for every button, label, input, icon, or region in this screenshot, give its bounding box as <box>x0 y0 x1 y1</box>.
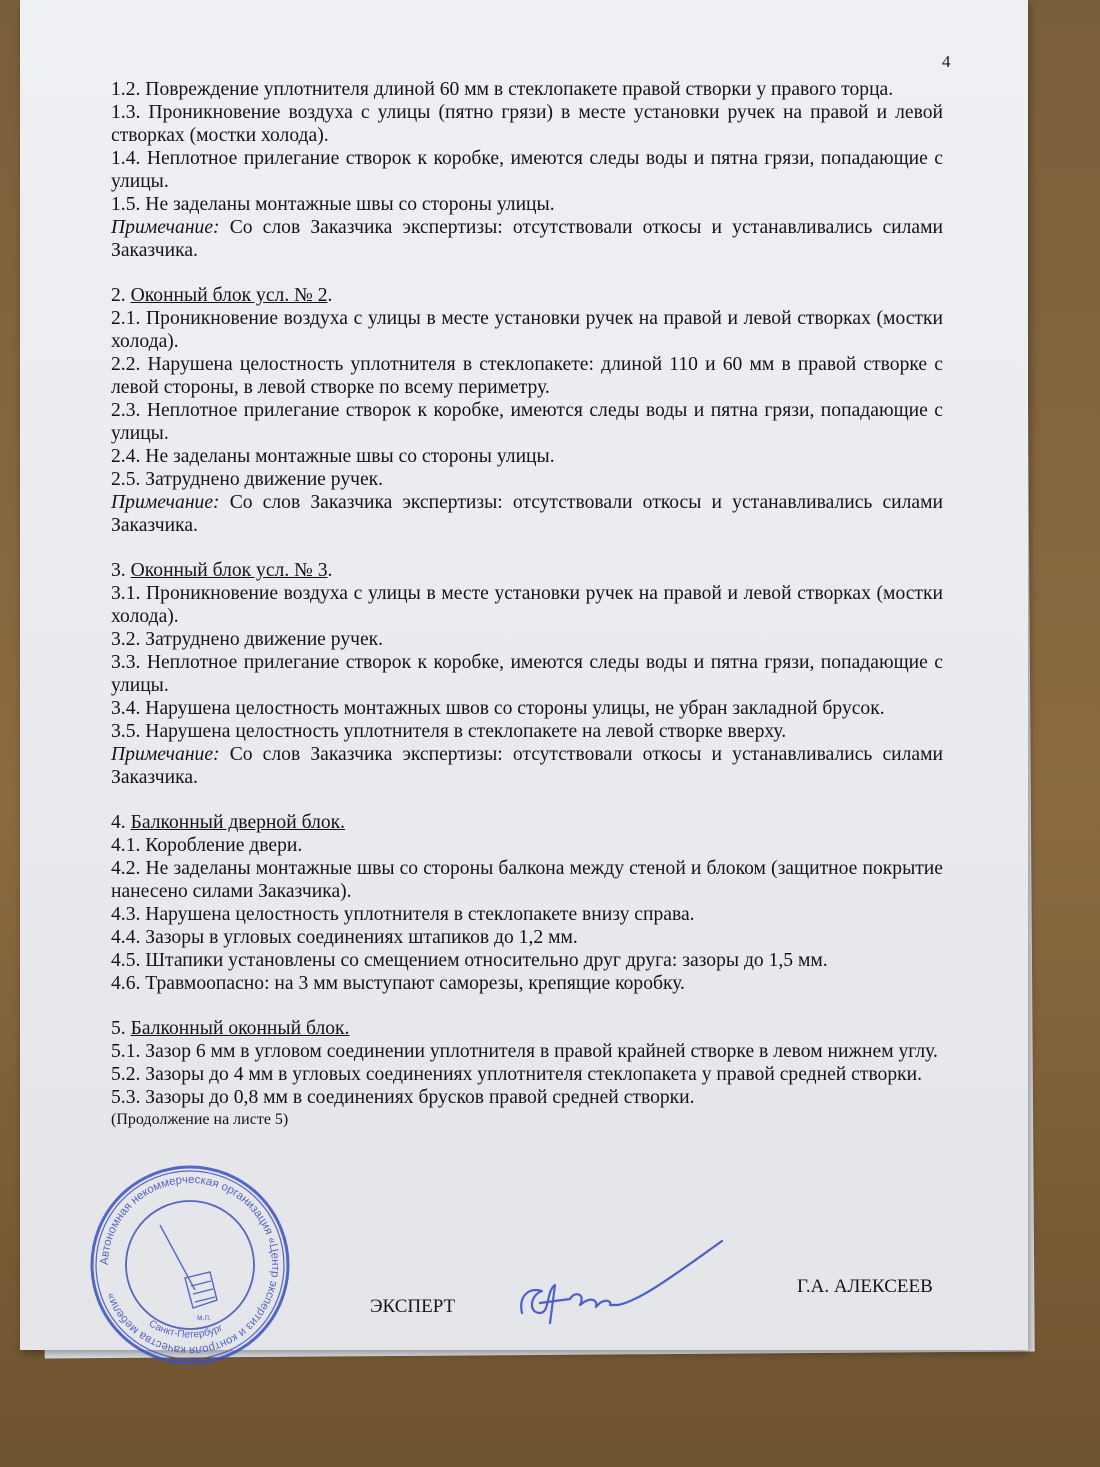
section-heading-2 <box>111 284 943 307</box>
note-text: Со слов Заказчика экспертизы: отсутствовали откосы и устанавливались силами Заказчика. <box>111 492 943 536</box>
section-number: 4. <box>111 812 131 833</box>
note-label: Примечание: <box>111 744 220 765</box>
section-number: 3. <box>111 560 131 581</box>
page-number: 4 <box>942 52 951 71</box>
section-title: Балконный оконный блок. <box>130 1018 350 1039</box>
section-number: 5. <box>111 1018 131 1039</box>
list-item: 4.1. Коробление двери. <box>111 835 303 856</box>
list-item: 5.2. Зазоры до 4 мм в угловых соединениях уплотнителя стеклопакета у правой средней створки. <box>111 1064 923 1085</box>
section-tail: . <box>327 285 333 306</box>
note <box>111 491 943 537</box>
list-item: 1.3. Проникновение воздуха с улицы (пятно грязи) в месте установки ручек на правой и левой створках (мостки холода). <box>111 102 943 146</box>
section-heading-4 <box>111 811 943 834</box>
list-item: 4.3. Нарушена целостность уплотнителя в стеклопакете внизу справа. <box>111 904 695 925</box>
signature-name: Г.А. АЛЕКСЕЕВ <box>797 1276 933 1297</box>
stamp-outer-text: Автономная некоммерческая организация «Центр экспертиз и контроля качества мебели» <box>98 1173 282 1357</box>
section-title: Балконный дверной блок. <box>130 812 346 833</box>
list-item: 4.5. Штапики установлены со смещением относительно друг друга: зазоры до 1,5 мм. <box>111 950 828 971</box>
section-title: Оконный блок усл. № 3 <box>130 560 328 581</box>
stamp-mp-mark: м.п. <box>197 1313 212 1322</box>
list-item: 4.6. Травмоопасно: на 3 мм выступают саморезы, крепящие коробку. <box>111 973 685 994</box>
list-item: 4.4. Зазоры в угловых соединениях штапиков до 1,2 мм. <box>111 927 578 948</box>
note <box>111 216 943 262</box>
list-item: 1.4. Неплотное прилегание створок к коробке, имеются следы воды и пятна грязи, попадающие с улицы. <box>111 148 943 192</box>
official-stamp-icon <box>85 1160 295 1370</box>
list-item: 3.5. Нарушена целостность уплотнителя в стеклопакете на левой створке вверху. <box>111 721 787 742</box>
list-item: 3.3. Неплотное прилегание створок к коробке, имеются следы воды и пятна грязи, попадающие с улицы. <box>111 652 943 696</box>
note-label: Примечание: <box>111 217 220 238</box>
section-number: 2. <box>111 285 131 306</box>
section-heading-5 <box>111 1017 943 1040</box>
list-item: 4.2. Не заделаны монтажные швы со стороны балкона между стеной и блоком (защитное покрытие нанесено силами Заказчика). <box>111 858 943 902</box>
signature-icon <box>500 1225 740 1335</box>
document-body <box>111 78 943 1131</box>
list-item: 2.5. Затруднено движение ручек. <box>111 469 384 490</box>
section-heading-3 <box>111 559 943 582</box>
spire-icon <box>160 1225 217 1308</box>
signature-role: ЭКСПЕРТ <box>370 1296 456 1317</box>
stamp-bottom-text: Санкт-Петербург <box>146 1318 225 1341</box>
note-label: Примечание: <box>111 492 220 513</box>
section-tail: . <box>327 560 333 581</box>
note-text: Со слов Заказчика экспертизы: отсутствовали откосы и устанавливались силами Заказчика. <box>111 744 943 788</box>
list-item: 1.5. Не заделаны монтажные швы со стороны улицы. <box>111 194 555 215</box>
section-title: Оконный блок усл. № 2 <box>130 285 328 306</box>
list-item: 5.1. Зазор 6 мм в угловом соединении уплотнителя в правой крайней створке в левом нижнем углу. <box>111 1041 938 1062</box>
note <box>111 743 943 789</box>
list-item: 3.2. Затруднено движение ручек. <box>111 629 384 650</box>
list-item: 2.3. Неплотное прилегание створок к коробке, имеются следы воды и пятна грязи, попадающие с улицы. <box>111 400 943 444</box>
continuation-note: (Продолжение на листе 5) <box>111 1111 289 1128</box>
list-item: 3.4. Нарушена целостность монтажных швов со стороны улицы, не убран закладной брусок. <box>111 698 885 719</box>
note-text: Со слов Заказчика экспертизы: отсутствовали откосы и устанавливались силами Заказчика. <box>111 217 943 261</box>
list-item: 5.3. Зазоры до 0,8 мм в соединениях брусков правой средней створки. <box>111 1087 695 1108</box>
list-item: 1.2. Повреждение уплотнителя длиной 60 мм в стеклопакете правой створки у правого торца. <box>111 79 894 100</box>
list-item: 2.2. Нарушена целостность уплотнителя в стеклопакете: длиной 110 и 60 мм в правой створке с левой стороны, в левой створке по всему периметру. <box>111 354 943 398</box>
list-item: 2.1. Проникновение воздуха с улицы в месте установки ручек на правой и левой створках (мостки холода). <box>111 308 943 352</box>
list-item: 3.1. Проникновение воздуха с улицы в месте установки ручек на правой и левой створках (мостки холода). <box>111 583 943 627</box>
list-item: 2.4. Не заделаны монтажные швы со стороны улицы. <box>111 446 555 467</box>
